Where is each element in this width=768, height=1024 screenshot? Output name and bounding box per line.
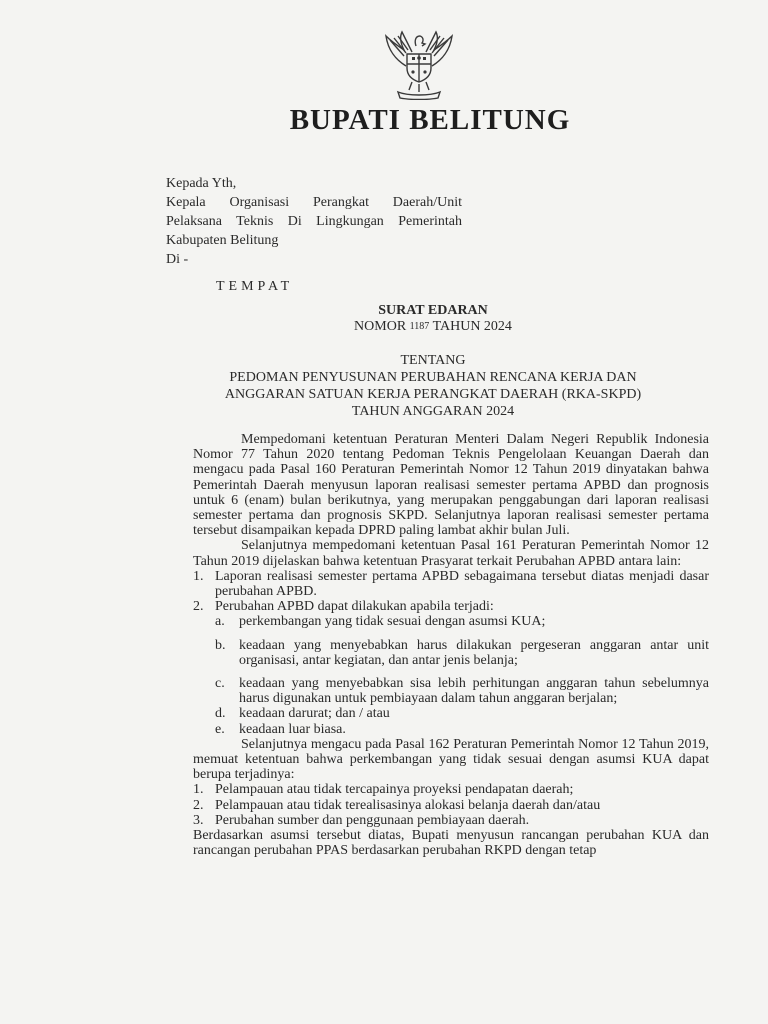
sublist-item-text: keadaan yang menyebabkan harus dilakukan pergeseran anggaran antar unit organisasi, antar kegiatan, dan antar jenis belanja;	[239, 637, 709, 668]
addressee-line: Kabupaten Belitung	[166, 233, 279, 248]
list-item-text: Pelampauan atau tidak terealisasinya alokasi belanja daerah dan/atau	[215, 797, 601, 813]
sublist-item	[215, 676, 709, 706]
body-paragraph: Mempedomani ketentuan Peraturan Menteri Dalam Negeri Republik Indonesia Nomor 77 Tahun 2020 tentang Pedoman Teknis Pengelolaan Keuangan Daerah dan mengacu pada Pasal 160 Peraturan Pemerintah Nomor 12 Tahun 2019 dinyatakan bahwa Pemerintah Daerah menyusun laporan realisasi semester pertama APBD dan prognosis untuk 6 (enam) bulan berikutnya, yang merupakan penggabungan dari laporan realisasi semester pertama dan prognosis SKPD. Selanjutnya laporan realisasi semester pertama tersebut disampaikan kepada DPRD paling lambat akhir bulan Juli.	[193, 432, 709, 539]
body-paragraph: Selanjutnya mengacu pada Pasal 162 Peraturan Pemerintah Nomor 12 Tahun 2019, memuat ketentuan bahwa perkembangan yang tidak sesuai dengan asumsi KUA dapat berupa terjadinya:	[193, 736, 709, 783]
letter-type: SURAT EDARAN	[378, 303, 488, 318]
list-item-number: 1.	[193, 782, 204, 798]
list-item-number: 1.	[193, 568, 204, 584]
sublist-item	[215, 614, 709, 629]
condition-sublist	[193, 614, 709, 736]
subject-line: PEDOMAN PENYUSUNAN PERUBAHAN RENCANA KERJA DAN	[229, 370, 637, 385]
sublist-item-letter: c.	[215, 676, 225, 692]
sublist-item-letter: a.	[215, 614, 225, 630]
list-item	[193, 798, 709, 813]
list-item	[193, 782, 709, 797]
sublist-item-letter: d.	[215, 706, 226, 722]
sublist-item-letter: e.	[215, 721, 225, 737]
sublist-item	[215, 722, 709, 737]
addressee-place: TEMPAT	[216, 279, 294, 294]
sublist-item-text: perkembangan yang tidak sesuai dengan asumsi KUA;	[239, 614, 546, 630]
addressee-greeting: Kepada Yth,	[166, 176, 237, 191]
subject-line: TAHUN ANGGARAN 2024	[351, 404, 515, 419]
list-item	[193, 569, 709, 599]
list-item-number: 2.	[193, 599, 204, 615]
list-item	[193, 599, 709, 614]
prerequisite-list	[193, 569, 709, 615]
garuda-emblem-icon	[376, 26, 462, 100]
subject-heading: TENTANG	[400, 353, 466, 368]
addressee-line: Kepala Organisasi Perangkat Daerah/Unit	[166, 195, 462, 210]
sublist-item	[215, 638, 709, 668]
list-item-text: Perubahan APBD dapat dilakukan apabila terjadi:	[215, 599, 494, 615]
letter-number	[0, 319, 768, 335]
sublist-item-letter: b.	[215, 637, 226, 653]
page-title: BUPATI BELITUNG	[289, 104, 571, 136]
list-item-text: Laporan realisasi semester pertama APBD sebagaimana tersebut diatas menjadi dasar perubahan APBD.	[215, 568, 709, 600]
kua-deviation-list	[193, 782, 709, 828]
subject-line: ANGGARAN SATUAN KERJA PERANGKAT DAERAH (RKA-SKPD)	[224, 387, 642, 402]
list-item-text: Perubahan sumber dan penggunaan pembiayaan daerah.	[215, 812, 530, 828]
addressee-line: Pelaksana Teknis Di Lingkungan Pemerintah	[166, 214, 462, 229]
body-paragraph: Berdasarkan asumsi tersebut diatas, Bupati menyusun rancangan perubahan KUA dan rancangan perubahan PPAS berdasarkan perubahan RKPD dengan tetap	[193, 828, 709, 859]
letter-number-year: TAHUN 2024	[432, 319, 512, 334]
letter-number-value: 1187	[409, 321, 430, 332]
sublist-item-text: keadaan yang menyebabkan sisa lebih perhitungan anggaran tahun sebelumnya harus digunakan untuk pembiayaan dalam tahun anggaran berjalan;	[239, 676, 709, 707]
addressee-block	[166, 174, 462, 296]
sublist-item-text: keadaan darurat; dan / atau	[239, 706, 390, 722]
letter-subject	[0, 352, 768, 420]
list-item	[193, 813, 709, 828]
list-item-number: 2.	[193, 797, 204, 813]
sublist-item-text: keadaan luar biasa.	[239, 721, 346, 737]
addressee-line: Di -	[166, 252, 189, 267]
letter-number-prefix: NOMOR	[354, 319, 407, 334]
list-item-text: Pelampauan atau tidak tercapainya proyeksi pendapatan daerah;	[215, 782, 574, 798]
letter-body	[193, 432, 709, 858]
body-paragraph: Selanjutnya mempedomani ketentuan Pasal 161 Peraturan Pemerintah Nomor 12 Tahun 2019 dijelaskan bahwa ketentuan Prasyarat terkait Perubahan APBD antara lain:	[193, 538, 709, 569]
sublist-item	[215, 706, 709, 721]
list-item-number: 3.	[193, 812, 204, 828]
